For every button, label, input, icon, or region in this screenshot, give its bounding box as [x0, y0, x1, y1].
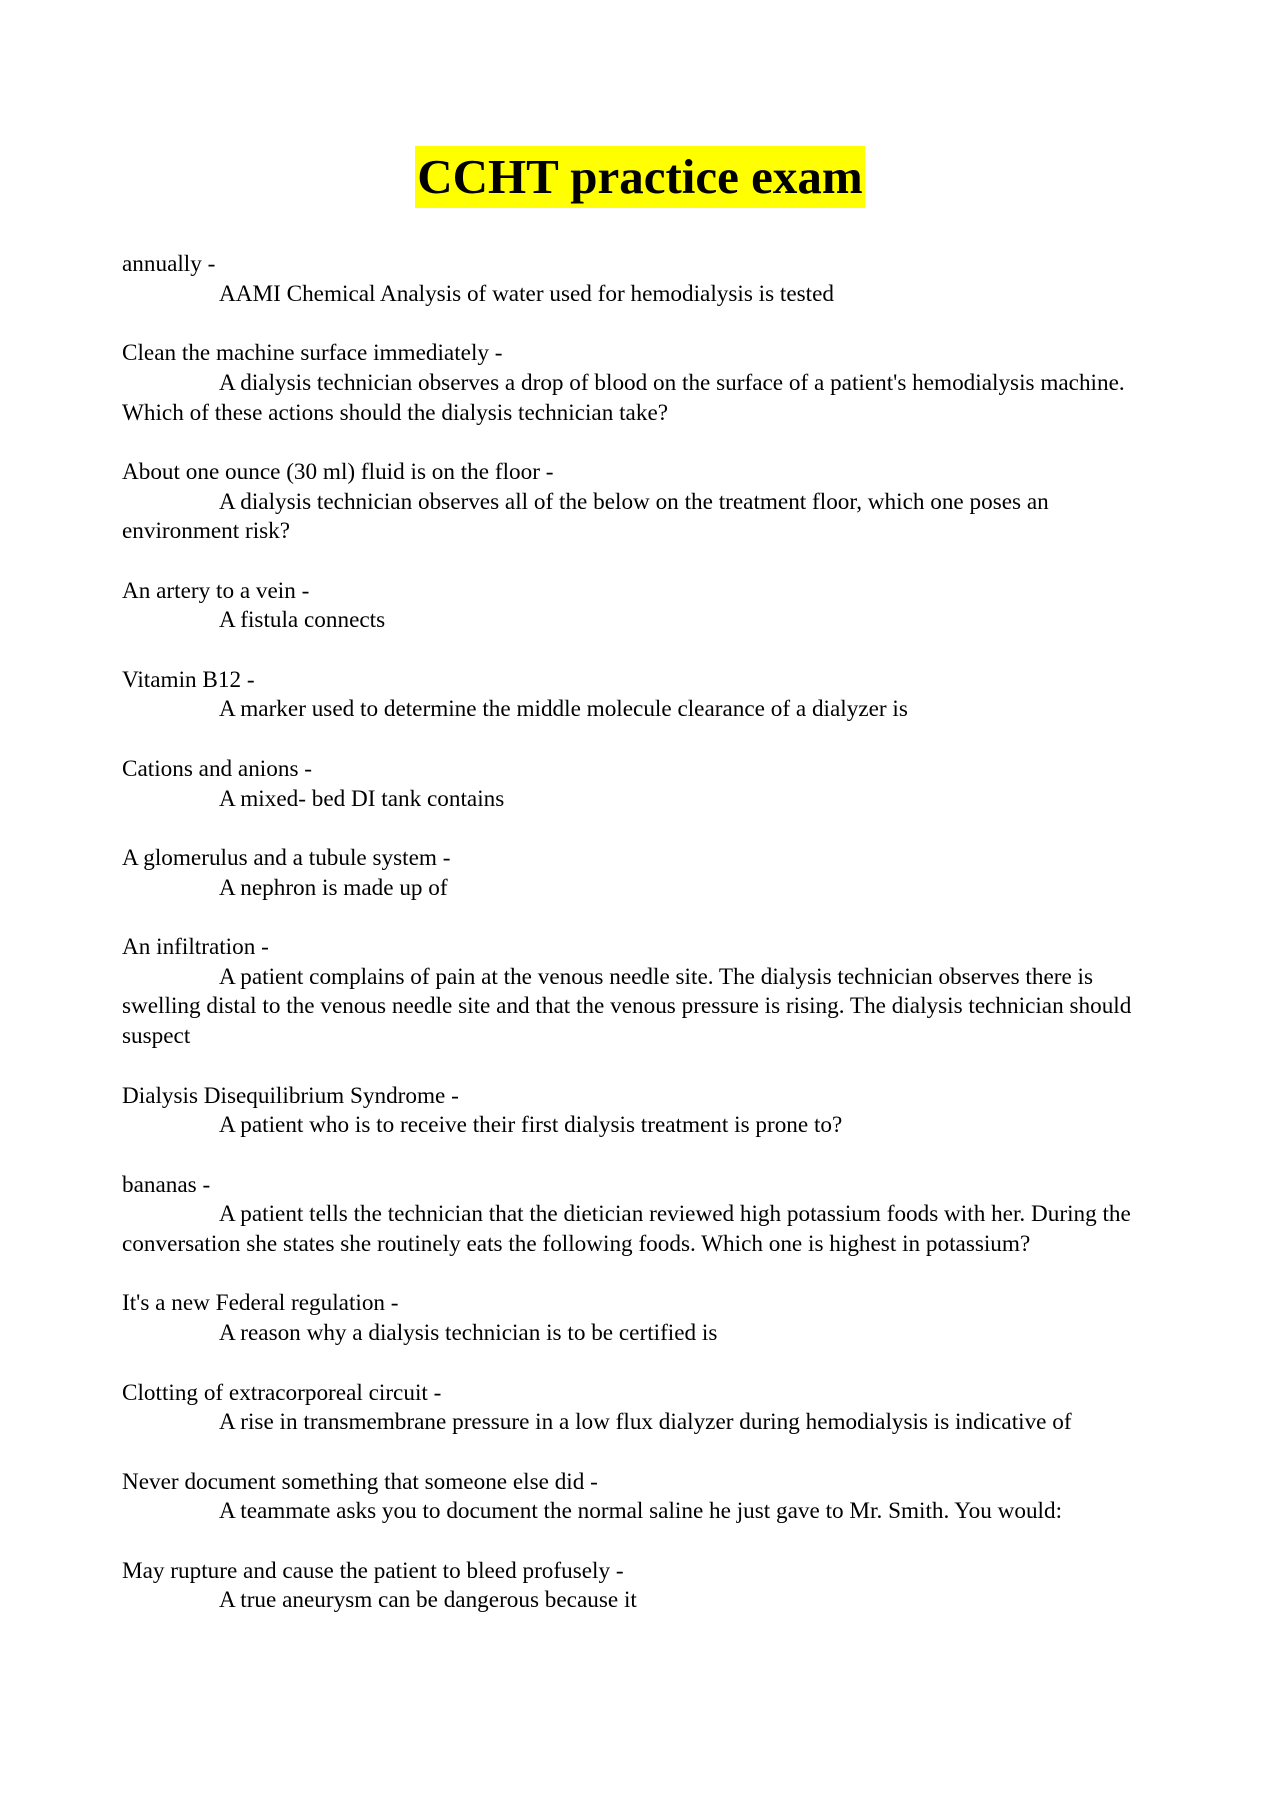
answer-text: A glomerulus and a tubule system -: [122, 844, 451, 871]
qa-item: [122, 1379, 1162, 1438]
question-text: A patient tells the technician that the dietician reviewed high potassium foods with her. During the conversation she states she routinely eats the following foods. Which one is highest in potassium?: [122, 1201, 1131, 1258]
qa-item: [122, 755, 1162, 814]
qa-item: [122, 1171, 1162, 1260]
question-text: AAMI Chemical Analysis of water used for hemodialysis is tested: [219, 280, 835, 307]
question-text: A marker used to determine the middle molecule clearance of a dialyzer is: [219, 696, 908, 723]
question-text: A patient who is to receive their first dialysis treatment is prone to?: [219, 1112, 843, 1139]
answer-text: An infiltration -: [122, 934, 269, 961]
question-text: A mixed- bed DI tank contains: [219, 785, 505, 812]
document-title: CCHT practice exam: [415, 146, 864, 208]
qa-item: [122, 458, 1162, 547]
question-text: A true aneurysm can be dangerous because it: [219, 1587, 637, 1614]
answer-text: annually -: [122, 251, 216, 277]
qa-item: [122, 577, 1162, 636]
question-text: A teammate asks you to document the normal saline he just gave to Mr. Smith. You would:: [219, 1498, 1063, 1525]
answer-text: May rupture and cause the patient to bleed profusely -: [122, 1557, 624, 1584]
question-text: A dialysis technician observes all of the below on the treatment floor, which one poses an environment risk?: [122, 488, 1049, 545]
question-text: A patient complains of pain at the venous needle site. The dialysis technician observes there is swelling distal to the venous needle site and that the venous pressure is rising. The dialysis technician should suspect: [122, 963, 1132, 1050]
qa-item: [122, 339, 1162, 428]
answer-text: bananas -: [122, 1171, 211, 1198]
question-text: A nephron is made up of: [219, 874, 448, 901]
answer-text: About one ounce (30 ml) fluid is on the floor -: [122, 458, 554, 485]
answer-text: Dialysis Disequilibrium Syndrome -: [122, 1082, 459, 1109]
answer-text: Cations and anions -: [122, 755, 312, 782]
answer-text: Clean the machine surface immediately -: [122, 340, 503, 367]
question-text: A dialysis technician observes a drop of blood on the surface of a patient's hemodialysis machine. Which of these actions should the dialysis technician take?: [122, 369, 1125, 426]
question-text: A fistula connects: [219, 607, 386, 634]
question-text: A rise in transmembrane pressure in a low flux dialyzer during hemodialysis is indicative of: [219, 1409, 1072, 1436]
answer-text: An artery to a vein -: [122, 577, 310, 604]
qa-item: [122, 666, 1162, 725]
qa-item: [122, 1082, 1162, 1141]
title-container: [0, 146, 1280, 208]
qa-item: [122, 1289, 1162, 1348]
qa-item: [122, 1468, 1162, 1527]
answer-text: Clotting of extracorporeal circuit -: [122, 1379, 442, 1406]
qa-item: [122, 250, 1162, 309]
qa-item: [122, 844, 1162, 903]
qa-item: [122, 1557, 1162, 1616]
answer-text: Never document something that someone else did -: [122, 1468, 598, 1495]
answer-text: It's a new Federal regulation -: [122, 1290, 399, 1317]
qa-item: [122, 933, 1162, 1052]
qa-list: [122, 250, 1162, 1646]
question-text: A reason why a dialysis technician is to be certified is: [219, 1320, 718, 1347]
answer-text: Vitamin B12 -: [122, 666, 255, 693]
